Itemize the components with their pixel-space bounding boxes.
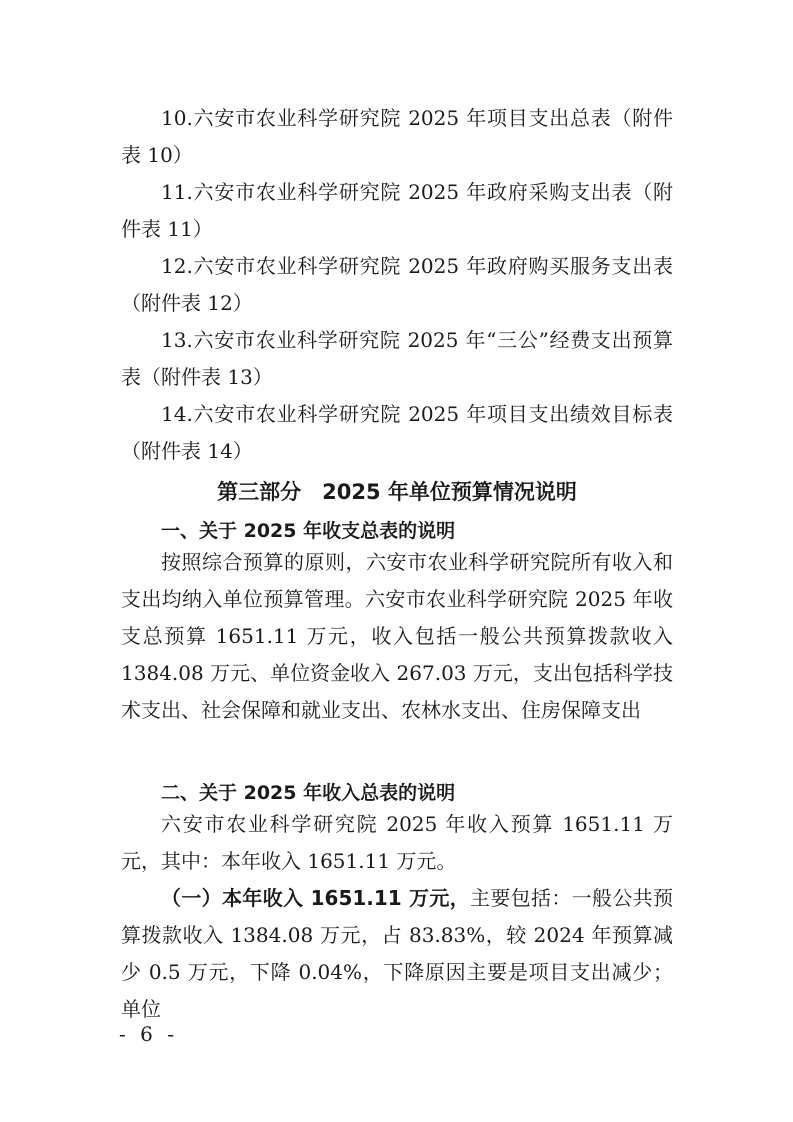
- paragraph-current-year-income: [121, 880, 673, 1028]
- toc-item-13: 13.六安市农业科学研究院 2025 年“三公”经费支出预算表（附件表 13）: [121, 328, 673, 389]
- toc-item-11: 11.六安市农业科学研究院 2025 年政府采购支出表（附件表 11）: [121, 180, 673, 241]
- current-year-income-lead: （一）本年收入 1651.11 万元，: [161, 886, 471, 910]
- toc-item-12: 12.六安市农业科学研究院 2025 年政府购买服务支出表（附件表 12）: [121, 254, 673, 315]
- toc-item-14: 14.六安市农业科学研究院 2025 年项目支出绩效目标表（附件表 14）: [121, 402, 673, 463]
- toc-item-10: 10.六安市农业科学研究院 2025 年项目支出总表（附件表 10）: [121, 106, 673, 167]
- current-year-income-detail: 主要包括：一般公共预算拨款收入 1384.08 万元，占 83.83%，较 2024 年预算减少 0.5 万元，下降 0.04%，下降原因主要是项目支出减少；单位: [121, 886, 674, 1021]
- page-number: - 6 -: [119, 1022, 178, 1046]
- paragraph-income-summary: 六安市农业科学研究院 2025 年收入预算 1651.11 万元，其中：本年收入 1651.11 万元。: [121, 812, 673, 873]
- heading-income-summary: 二、关于 2025 年收入总表的说明: [161, 782, 456, 804]
- section-title: 第三部分 2025 年单位预算情况说明: [217, 480, 577, 504]
- heading-income-expense-summary: 一、关于 2025 年收支总表的说明: [161, 520, 456, 542]
- paragraph-income-expense-summary: 按照综合预算的原则，六安市农业科学研究院所有收入和支出均纳入单位预算管理。六安市农业科学研究院 2025 年收支总预算 1651.11 万元，收入包括一般公共预算拨款收入 1384.08 万元、单位资金收入 267.03 万元，支出包括科学技术支出、社会保障和就业支出、农林水支出、住房保障支出: [121, 550, 673, 722]
